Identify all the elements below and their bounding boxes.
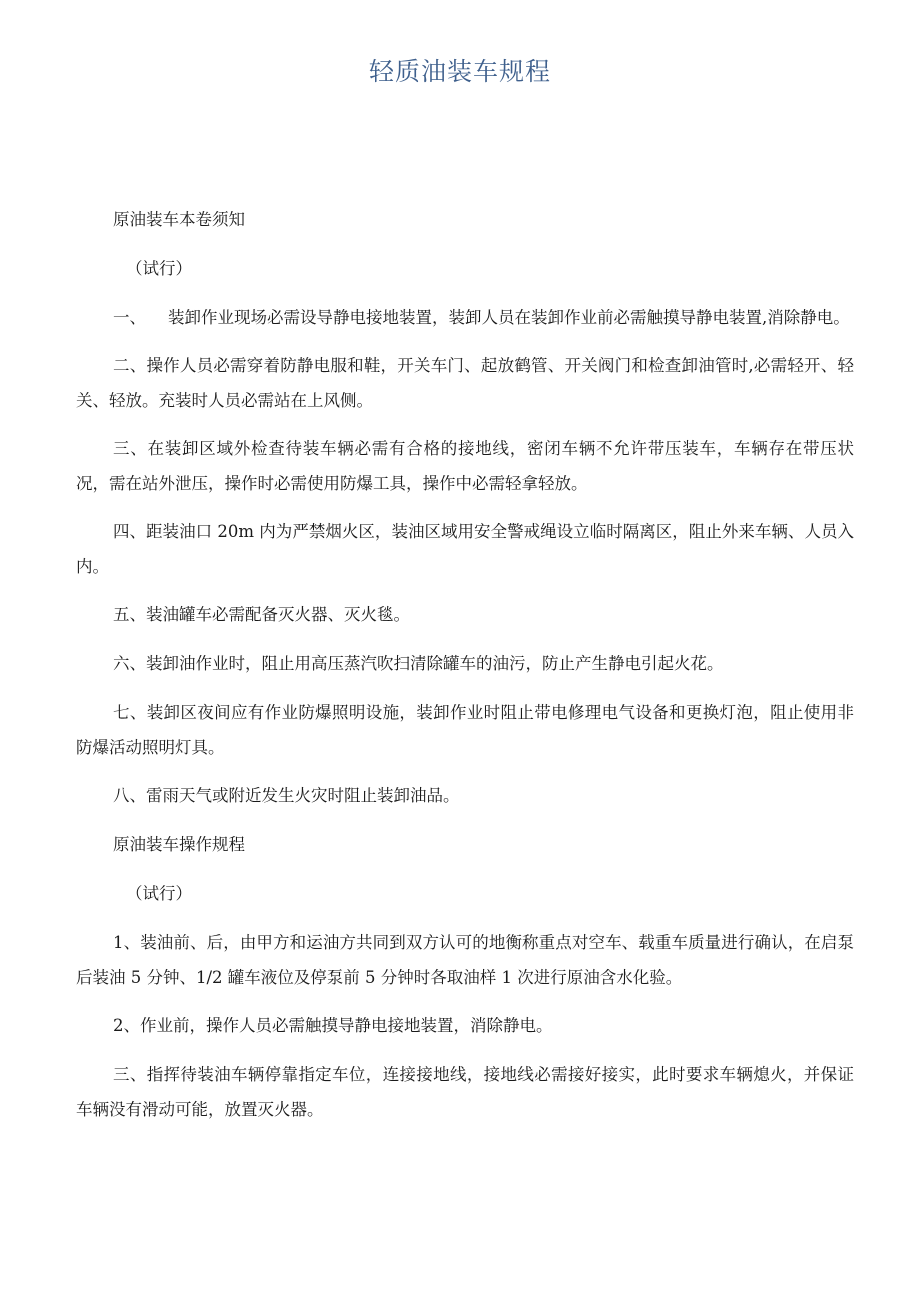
rule-7: 七、装卸区夜间应有作业防爆照明设施，装卸作业时阻止带电修理电气设备和更换灯泡，阻止使用非防爆活动照明灯具。 [76, 703, 854, 757]
step-3: 三、指挥待装油车辆停靠指定车位，连接接地线，接地线必需接好接实，此时要求车辆熄火，并保证车辆没有滑动可能，放置灭火器。 [76, 1065, 854, 1119]
ops-heading: 原油装车操作规程 [113, 835, 245, 854]
document-title: 轻质油装车规程 [368, 57, 551, 86]
notice-trial-label: （试行） [126, 259, 192, 278]
rule-3: 三、在装卸区域外检查待装车辆必需有合格的接地线，密闭车辆不允许带压装车，车辆存在带压状况，需在站外泄压，操作时必需使用防爆工具，操作中必需轻拿轻放。 [76, 439, 854, 493]
step-2: 2、作业前，操作人员必需触摸导静电接地装置，消除静电。 [113, 1016, 553, 1035]
step-1: 1、装油前、后，由甲方和运油方共同到双方认可的地衡称重点对空车、载重车质量进行确认，在启泵后装油 5 分钟、1/2 罐车液位及停泵前 5 分钟时各取油样 1 次进行原油含水化验。 [76, 933, 854, 987]
rule-8: 八、雷雨天气或附近发生火灾时阻止装卸油品。 [113, 786, 460, 805]
rule-5: 五、装油罐车必需配备灭火器、灭火毯。 [113, 605, 410, 624]
rule-1 [76, 300, 854, 335]
document-body [76, 202, 854, 1140]
rule-1-number: 一、 [113, 308, 146, 327]
rule-1-text: 装卸作业现场必需设导静电接地装置，装卸人员在装卸作业前必需触摸导静电装置,消除静电。 [168, 308, 850, 327]
rule-2: 二、操作人员必需穿着防静电服和鞋，开关车门、起放鹤管、开关阀门和检查卸油管时,必需轻开、轻关、轻放。充装时人员必需站在上风侧。 [76, 356, 854, 410]
rule-4: 四、距装油口 20m 内为严禁烟火区，装油区域用安全警戒绳设立临时隔离区，阻止外来车辆、人员入内。 [76, 522, 854, 576]
notice-heading: 原油装车本卷须知 [113, 210, 245, 229]
rule-6: 六、装卸油作业时，阻止用高压蒸汽吹扫清除罐车的油污，防止产生静电引起火花。 [113, 654, 724, 673]
ops-trial-label: （试行） [126, 884, 192, 903]
